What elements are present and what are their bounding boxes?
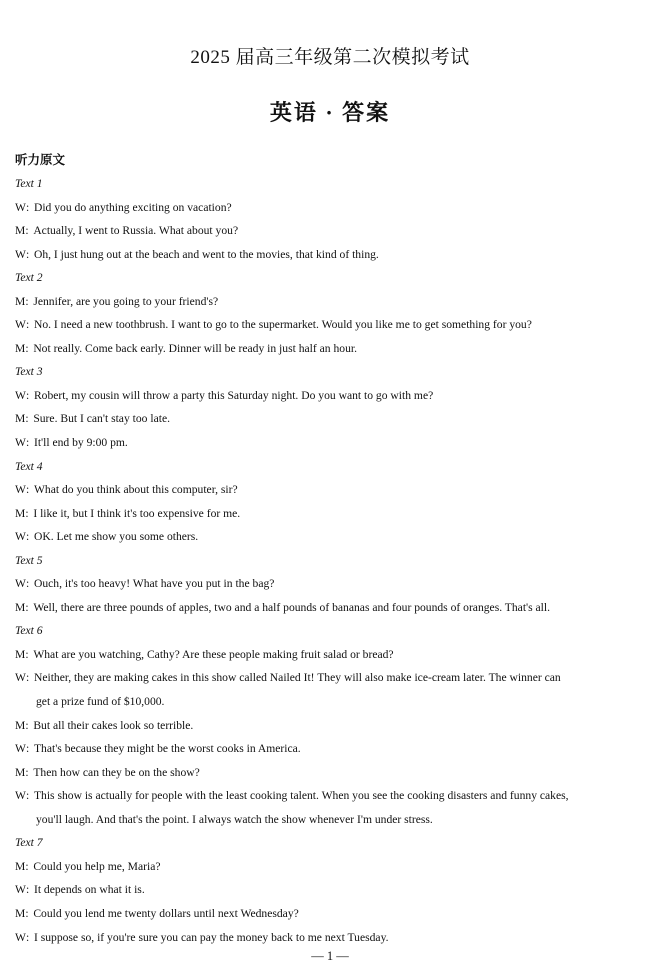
dialogue-line (15, 313, 651, 337)
utterance-text: Jennifer, are you going to your friend's? (33, 294, 219, 308)
utterance-text: Not really. Come back early. Dinner will be ready in just half an hour. (33, 341, 357, 355)
speaker-label: W (15, 930, 26, 944)
speaker-label: M (15, 765, 26, 779)
utterance-text: What are you watching, Cathy? Are these people making fruit salad or bread? (33, 647, 394, 661)
utterance-text: Sure. But I can't stay too late. (33, 412, 170, 426)
dialogue-line (15, 714, 651, 738)
speaker-label: M (15, 647, 26, 661)
speaker-separator: : (25, 883, 30, 897)
speaker-label: M (15, 341, 26, 355)
text-section-label: Text 2 (15, 271, 43, 285)
dialogue-line (15, 596, 651, 620)
text-section-label: Text 7 (15, 836, 43, 850)
dialogue-line (15, 219, 651, 243)
speaker-separator: : (25, 224, 29, 238)
utterance-text: No. I need a new toothbrush. I want to go to the supermarket. Would you like me to get something for you? (33, 318, 532, 332)
speaker-separator: : (25, 765, 29, 779)
dialogue-continuation: get a prize fund of $10,000. (36, 695, 165, 709)
text-section-label: Text 6 (15, 624, 43, 638)
speaker-separator: : (25, 647, 29, 661)
utterance-text: Well, there are three pounds of apples, two and a half pounds of bananas and four pounds of oranges. That's all. (33, 600, 551, 614)
dialogue-line (15, 243, 651, 267)
dialogue-line (15, 337, 651, 361)
utterance-text: Could you lend me twenty dollars until next Wednesday? (33, 906, 299, 920)
speaker-label: M (15, 294, 26, 308)
speaker-separator: : (25, 318, 30, 332)
speaker-label: M (15, 718, 26, 732)
speaker-separator: : (25, 436, 30, 450)
speaker-separator: : (25, 789, 30, 803)
dialogue-line (15, 196, 651, 220)
utterance-text: Ouch, it's too heavy! What have you put in the bag? (33, 577, 275, 591)
text-section-label: Text 1 (15, 177, 43, 190)
speaker-label: W (15, 530, 26, 544)
dialogue-line (15, 643, 651, 667)
dialogue-line (15, 290, 651, 314)
utterance-text: Did you do anything exciting on vacation? (33, 200, 232, 214)
utterance-text: Oh, I just hung out at the beach and went to the movies, that kind of thing. (33, 247, 379, 261)
dialogue-line (15, 761, 651, 785)
speaker-separator: : (25, 294, 29, 308)
dialogue-line (15, 502, 651, 526)
speaker-separator: : (25, 200, 30, 214)
speaker-label: W (15, 789, 26, 803)
speaker-label: W (15, 671, 26, 685)
dialogue-line (15, 407, 651, 431)
speaker-separator: : (25, 483, 30, 497)
dialogue-continuation: you'll laugh. And that's the point. I always watch the show whenever I'm under stress. (36, 812, 433, 826)
utterance-text: It depends on what it is. (33, 883, 145, 897)
speaker-label: W (15, 577, 26, 591)
speaker-separator: : (25, 859, 29, 873)
dialogue-line (15, 431, 651, 455)
speaker-label: W (15, 388, 26, 402)
speaker-separator: : (25, 671, 30, 685)
speaker-label: W (15, 483, 26, 497)
speaker-separator: : (25, 577, 30, 591)
speaker-separator: : (25, 600, 29, 614)
speaker-separator: : (25, 906, 29, 920)
speaker-label: W (15, 247, 26, 261)
speaker-label: M (15, 600, 26, 614)
speaker-label: W (15, 883, 26, 897)
utterance-text: What do you think about this computer, sir? (33, 483, 238, 497)
speaker-label: M (15, 906, 26, 920)
dialogue-line (15, 784, 651, 808)
speaker-label: M (15, 859, 26, 873)
dialogue-line (15, 525, 651, 549)
speaker-label: M (15, 506, 26, 520)
page-subtitle: 英语 · 答案 (269, 100, 391, 125)
utterance-text: Could you help me, Maria? (33, 859, 161, 873)
speaker-separator: : (25, 341, 29, 355)
speaker-separator: : (25, 718, 29, 732)
transcript-body (15, 172, 651, 949)
utterance-text: Neither, they are making cakes in this show called Nailed It! They will also make ice-cream later. The winner can (33, 671, 561, 685)
dialogue-line (15, 478, 651, 502)
speaker-label: W (15, 318, 26, 332)
dialogue-line (15, 737, 651, 761)
utterance-text: Robert, my cousin will throw a party this Saturday night. Do you want to go with me? (33, 388, 434, 402)
text-section-label: Text 3 (15, 365, 43, 379)
dialogue-line (15, 926, 651, 950)
text-section-label: Text 5 (15, 553, 43, 567)
utterance-text: But all their cakes look so terrible. (33, 718, 194, 732)
utterance-text: I like it, but I think it's too expensive for me. (33, 506, 241, 520)
utterance-text: Actually, I went to Russia. What about you? (33, 224, 239, 238)
speaker-label: M (15, 224, 26, 238)
dialogue-line (15, 878, 651, 902)
speaker-separator: : (25, 506, 29, 520)
speaker-separator: : (25, 742, 30, 756)
utterance-text: Then how can they be on the show? (33, 765, 200, 779)
speaker-separator: : (25, 412, 29, 426)
page-number: — 1 — (311, 949, 349, 963)
utterance-text: It'll end by 9:00 pm. (33, 436, 128, 450)
dialogue-line (15, 855, 651, 879)
speaker-separator: : (25, 530, 30, 544)
speaker-label: M (15, 412, 26, 426)
dialogue-line (15, 384, 651, 408)
dialogue-line (15, 902, 651, 926)
section-heading: 听力原文 (15, 153, 66, 167)
utterance-text: This show is actually for people with the least cooking talent. When you see the cooking disasters and funny cakes, (33, 789, 569, 803)
speaker-separator: : (25, 930, 30, 944)
speaker-label: W (15, 200, 26, 214)
utterance-text: I suppose so, if you're sure you can pay the money back to me next Tuesday. (33, 930, 389, 944)
speaker-label: W (15, 742, 26, 756)
speaker-separator: : (25, 247, 30, 261)
dialogue-line (15, 666, 651, 690)
speaker-label: W (15, 436, 26, 450)
page-title: 2025 届高三年级第二次模拟考试 (190, 47, 470, 68)
utterance-text: That's because they might be the worst cooks in America. (33, 742, 301, 756)
speaker-separator: : (25, 388, 30, 402)
dialogue-line (15, 572, 651, 596)
text-section-label: Text 4 (15, 459, 43, 473)
utterance-text: OK. Let me show you some others. (33, 530, 199, 544)
